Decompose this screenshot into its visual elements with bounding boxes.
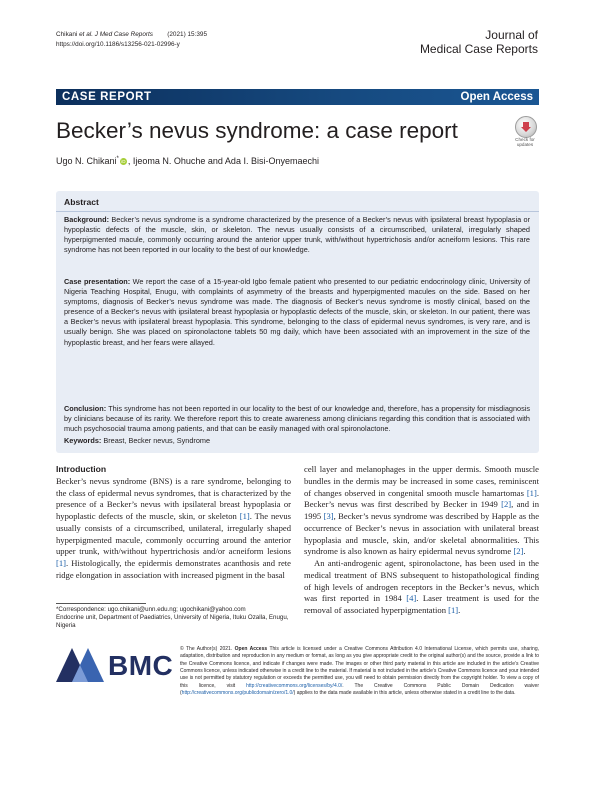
copyright: © The Author(s) 2021. xyxy=(180,646,233,652)
reference-link[interactable]: [2] xyxy=(513,546,524,557)
background-text: Becker’s nevus syndrome is a syndrome characterized by the presence of a Becker’s nevus with ipsilateral breast hypoplasia or hypoplastic defects of the muscle, skin, or skeleton. The nevus usually consists of a circumscribed, unilateral, irregularly shaped hyperpigmented macule, commonly occurring around the anterior upper trunk, with/without hypertrichosis and/or acneiform lesions. This rare syndrome has not been reported in our locality to the best of our knowledge. xyxy=(64,215,530,255)
keywords-label: Keywords: xyxy=(64,436,102,445)
body-text: . xyxy=(458,605,461,615)
citation-year-pages: (2021) 15:395 xyxy=(167,31,208,38)
body-text: , Becker’s nevus syndrome was described by Happle as the occurrence of Becker’s nevus in association with unilateral breast hypoplasia and muscle, skin, and/or skeletal abnormalities. This syndrome is also known as hairy epidermal nevus syndrome xyxy=(304,511,540,557)
abstract-background xyxy=(64,215,530,255)
keywords-text: Breast, Becker nevus, Syndrome xyxy=(103,436,211,445)
article-title: Becker’s nevus syndrome: a case report xyxy=(56,118,458,143)
body-left-column xyxy=(56,464,291,582)
body-text: cell layer and melanophages in the upper dermis. Smooth muscle bundles in the dermis may be increased in some cases, reminiscent of changes observed in congenital smooth muscle hamartomas xyxy=(304,464,539,498)
abstract-divider xyxy=(56,211,539,212)
article-type-label: CASE REPORT xyxy=(62,91,152,103)
open-access-label-small: Open Access xyxy=(234,646,268,652)
body-text: , and in 1995 xyxy=(304,499,539,521)
affiliation: Endocrine unit, Department of Paediatrics, University of Nigeria, Ituku Ozalla, Enugu, Nigeria xyxy=(56,614,289,630)
reference-link[interactable]: [3] xyxy=(323,511,334,521)
check-for-updates-badge[interactable] xyxy=(510,116,540,150)
reference-link[interactable]: [1] xyxy=(239,511,250,521)
reference-link[interactable]: [2] xyxy=(501,499,512,510)
reference-link[interactable]: [1] xyxy=(448,605,459,615)
author-name[interactable]: Ugo N. Chikani xyxy=(56,156,117,166)
abstract-conclusion xyxy=(64,404,530,434)
article-type-banner xyxy=(56,89,539,105)
correspondence-footnote xyxy=(56,606,291,630)
body-text: . The nevus usually consists of a circumscribed, unilateral, irregularly shaped hyperpigmented macule, commonly occurring around the anterior upper trunk, with/without hypertrichosis and/or acneiform lesions xyxy=(56,511,292,557)
check-updates-icon xyxy=(515,116,537,138)
corresponding-mark: * xyxy=(116,156,119,162)
intro-paragraph-1 xyxy=(56,476,291,582)
abstract-keywords xyxy=(64,436,530,446)
body-text: . Laser treatment is used for the removal of associated hyperpigmentation xyxy=(304,593,540,615)
footnote-divider xyxy=(56,603,146,604)
license-text xyxy=(180,646,539,697)
conclusion-label: Conclusion: xyxy=(64,404,107,413)
bmc-logo-icon xyxy=(56,648,104,682)
journal-name xyxy=(420,28,538,56)
bmc-logo[interactable] xyxy=(56,648,174,682)
body-text: Becker’s nevus syndrome (BNS) is a rare syndrome, belonging to the class of epidermal nevus syndromes, that is characterized by the presence of a Becker’s nevus with ipsilateral breast hypoplasia or hypoplastic defects of the muscle, skin, or skeleton xyxy=(56,475,291,521)
check-updates-line2: updates xyxy=(516,142,534,147)
bmc-logo-text: BMC xyxy=(108,650,174,681)
license-body: . The Creative Commons Public Domain Dedication waiver ( xyxy=(180,682,539,697)
background-label: Background: xyxy=(64,215,109,224)
body-right-column xyxy=(304,464,539,617)
case-label: Case presentation: xyxy=(64,277,131,286)
doi-link[interactable]: https://doi.org/10.1186/s13256-021-02996-y xyxy=(56,41,180,48)
check-updates-line1: Check for xyxy=(515,137,535,142)
intro-paragraph-1-cont xyxy=(304,464,539,558)
citation-author: Chikani xyxy=(56,31,78,38)
orcid-icon[interactable]: iD xyxy=(121,159,126,164)
case-text: We report the case of a 15-year-old Igbo female patient who presented to our pediatric endocrinology clinic, University of Nigeria Teaching Hospital, Enugu, with complaints of asymmetry of the breasts and hyperpigmented macules on the side. Based on her symptoms, diagnosis of Becker’s nevus syndrome was made. The diagnosis of Becker’s nevus syndrome is mostly clinical, based on the presence of a Becker’s nevus with ipsilateral breast hypoplasia or hypoplastic defects of the muscle, skin, or skeleton. In our patient, there was a Becker’s nevus with ipsilateral breast hypoplasia. This syndrome, belonging to the class of epidermal nevus syndromes, is very rare, and is usually benign. She was placed on spironolactone tablets 50 mg daily, which have been associated with an improvement in the size of the hypoplastic breast, and her fears were allayed. xyxy=(64,277,530,347)
license-body: This article is licensed under a Creative Commons Attribution 4.0 International License, which permits use, sharing, adaptation, distribution and reproduction in any medium or format, as long as you give appropriate credit to the original author(s) and the source, provide a link to the Creative Commons licence, and indicate if changes were made. The images or other third party material in this article are included in the article’s Creative Commons licence, unless indicated otherwise in a credit line to the material. If material is not included in the article’s Creative Commons licence and your intended use is not permitted by statutory regulation or exceeds the permitted use, you will need to obtain permission directly from the copyright holder. To view a copy of this licence, visit xyxy=(180,646,539,689)
open-access-label: Open Access xyxy=(460,91,533,103)
body-text: . Becker’s nevus was first described by Becker in 1949 xyxy=(304,487,539,510)
introduction-heading: Introduction xyxy=(56,464,107,474)
license-link[interactable]: http://creativecommons.org/licenses/by/4.0/ xyxy=(246,682,343,689)
correspondence-emails[interactable]: *Correspondence: ugo.chikani@unn.edu.ng; ugochikani@yahoo.com xyxy=(56,606,246,613)
journal-name-line1: Journal of xyxy=(485,28,538,42)
reference-link[interactable]: [1] xyxy=(56,558,67,568)
citation-journal: et al. J Med Case Reports xyxy=(79,31,153,38)
intro-paragraph-2 xyxy=(304,558,539,617)
journal-name-line2: Medical Case Reports xyxy=(419,42,538,56)
check-updates-text xyxy=(510,137,540,147)
abstract-case-presentation xyxy=(64,277,530,348)
citation-header xyxy=(56,30,207,50)
body-text: . xyxy=(523,546,526,557)
reference-link[interactable]: [1] xyxy=(526,487,537,498)
abstract-box xyxy=(56,191,539,453)
conclusion-text: This syndrome has not been reported in our locality to the best of our knowledge and, therefore, has a propensity for misdiagnosis by clinicians because of its rarity. We therefore report this to create awareness among clinicians regarding this condition that is associated with much psychosocial trauma among patients, and that can be easily managed with oral spironolactone. xyxy=(64,404,530,434)
reference-link[interactable]: [4] xyxy=(406,593,417,604)
body-text: An anti-androgenic agent, spironolactone, has been used in the medical treatment of BNS subsequent to histopathological finding of high levels of androgen receptors in the Becker’s nevus, which was first reported in 1984 xyxy=(304,558,539,604)
author-list xyxy=(56,153,319,167)
body-text: . Histologically, the epidermis demonstrates acanthosis and rete ridge elongation in association with increased pigment in the basal xyxy=(56,558,291,580)
abstract-heading: Abstract xyxy=(64,197,99,207)
other-authors: , Ijeoma N. Ohuche and Ada I. Bisi-Onyemaechi xyxy=(127,156,319,166)
public-domain-link[interactable]: http://creativecommons.org/publicdomain/zero/1.0/ xyxy=(181,690,294,697)
license-body: ) applies to the data made available in this article, unless otherwise stated in a credit line to the data. xyxy=(293,690,516,697)
